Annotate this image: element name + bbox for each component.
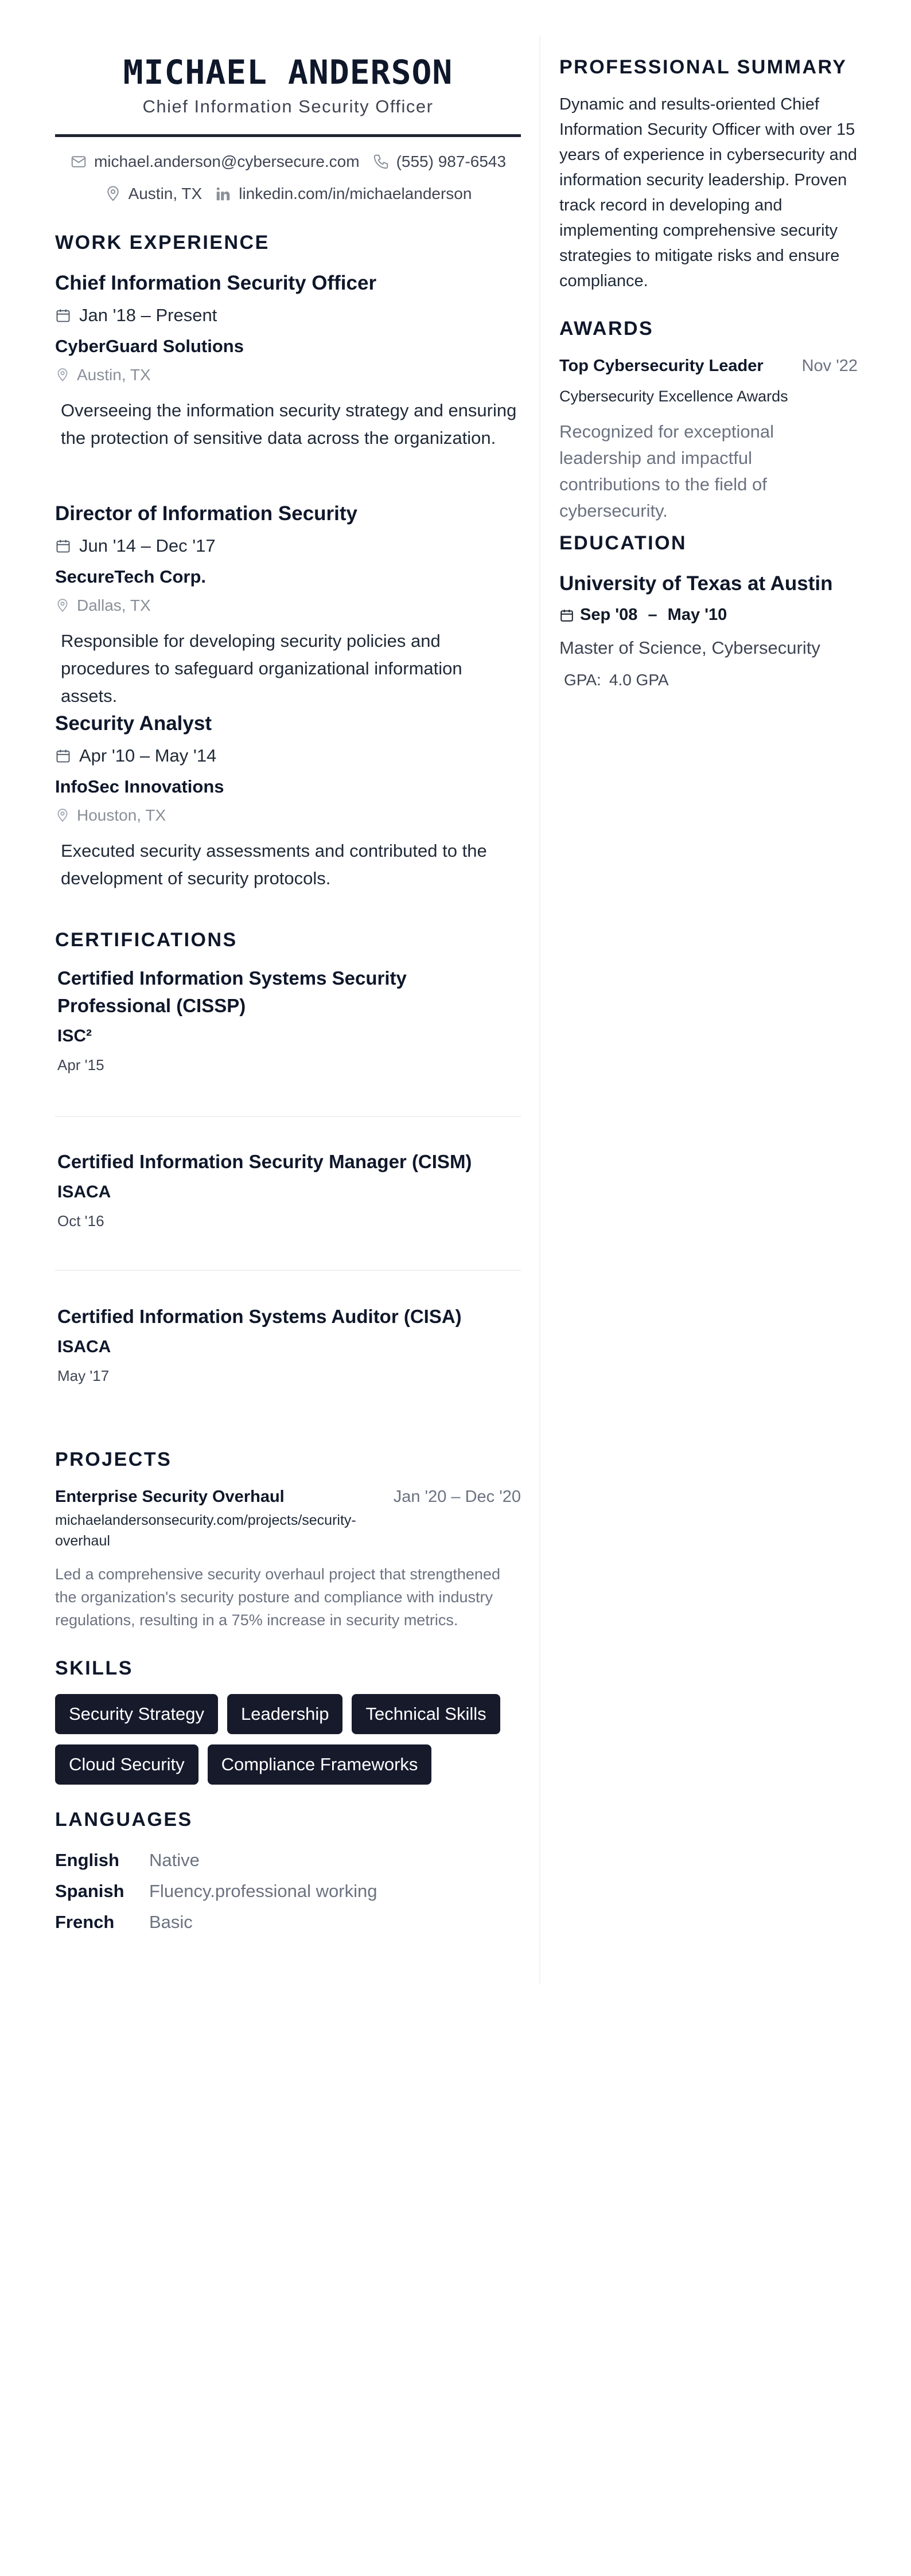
skill-tag: Compliance Frameworks	[208, 1744, 432, 1785]
phone-text: (555) 987-6543	[396, 153, 507, 170]
education-gpa	[564, 671, 669, 689]
award-name: Top Cybersecurity Leader	[559, 357, 764, 375]
certification-entry	[57, 1148, 521, 1230]
job-location	[55, 596, 521, 615]
job-dates-text: Jan '18 – Present	[79, 305, 217, 325]
language-row	[55, 1850, 521, 1871]
job-dates	[55, 305, 521, 326]
job-location-text: Austin, TX	[77, 366, 151, 384]
language-level: Basic	[149, 1912, 193, 1932]
job-dates	[55, 746, 521, 766]
project-link[interactable]: michaelandersonsecurity.com/projects/security-overhaul	[55, 1512, 356, 1549]
summary-text: Dynamic and results-oriented Chief Information Security Officer with over 15 years of experience in cybersecurity and information security leadership. Proven track record in developing and implementing comprehensive security strategies to mitigate risks and ensure compliance.	[559, 95, 858, 290]
job-description: Responsible for developing security policies and procedures to safeguard organizational information assets.	[61, 631, 462, 706]
email-contact[interactable]	[70, 153, 360, 171]
language-name: English	[55, 1850, 119, 1870]
map-pin-icon	[55, 598, 70, 613]
education-school: University of Texas at Austin	[559, 572, 833, 595]
language-name: Spanish	[55, 1881, 124, 1901]
contact-row-1	[55, 153, 521, 171]
job-dates-text: Jun '14 – Dec '17	[79, 536, 216, 556]
education-degree-line	[559, 638, 820, 658]
award-issuer: Cybersecurity Excellence Awards	[559, 388, 788, 405]
certification-date: May '17	[57, 1367, 110, 1384]
skills-list	[55, 1694, 521, 1785]
date-separator: –	[643, 606, 662, 624]
map-pin-icon	[104, 185, 122, 202]
education-dates	[559, 606, 727, 625]
job-description: Overseeing the information security strategy and ensuring the protection of sensitive data across the organization.	[61, 400, 517, 448]
award-description: Recognized for exceptional leadership and impactful contributions to the field of cybersecurity.	[559, 421, 774, 521]
language-level: Fluency.professional working	[149, 1881, 377, 1901]
education-field: Cybersecurity	[711, 638, 820, 658]
summary-heading: PROFESSIONAL SUMMARY	[559, 56, 847, 78]
education-end: May '10	[667, 606, 727, 624]
certification-entry	[57, 1303, 521, 1385]
job-company: SecureTech Corp.	[55, 567, 207, 587]
job-role: Security Analyst	[55, 712, 212, 735]
email-text: michael.anderson@cybersecure.com	[94, 153, 360, 170]
job-role: Chief Information Security Officer	[55, 272, 377, 294]
header-divider	[55, 134, 521, 137]
linkedin-contact[interactable]	[215, 185, 472, 203]
award-header	[559, 357, 858, 376]
calendar-icon	[55, 748, 71, 764]
location-contact	[104, 185, 203, 203]
job-location-text: Dallas, TX	[77, 596, 151, 614]
map-pin-icon	[55, 368, 70, 383]
language-name: French	[55, 1912, 115, 1932]
job-entry	[55, 272, 521, 452]
gpa-label: GPA:	[564, 671, 601, 689]
certification-name: Certified Information Systems Security Professional (CISSP)	[57, 967, 407, 1016]
award-date: Nov '22	[801, 357, 858, 375]
job-description: Executed security assessments and contributed to the development of security protocols.	[61, 841, 487, 888]
project-entry	[55, 1488, 521, 1632]
degree-separator: ,	[702, 638, 712, 658]
certification-divider	[55, 1270, 521, 1271]
job-dates-text: Apr '10 – May '14	[79, 746, 217, 766]
candidate-title: Chief Information Security Officer	[142, 96, 434, 116]
job-location	[55, 366, 521, 384]
job-company: CyberGuard Solutions	[55, 336, 244, 356]
job-location	[55, 806, 521, 825]
certification-name: Certified Information Systems Auditor (CISA)	[57, 1306, 462, 1327]
language-row	[55, 1881, 521, 1902]
project-name: Enterprise Security Overhaul	[55, 1488, 285, 1506]
projects-heading: PROJECTS	[55, 1449, 172, 1470]
certification-issuer: ISACA	[57, 1182, 111, 1201]
certification-issuer: ISC²	[57, 1027, 92, 1045]
job-entry	[55, 502, 521, 710]
location-text: Austin, TX	[128, 185, 203, 202]
certification-date: Apr '15	[57, 1056, 104, 1074]
certification-date: Oct '16	[57, 1212, 104, 1230]
work-experience-heading: WORK EXPERIENCE	[55, 232, 270, 253]
project-description: Led a comprehensive security overhaul project that strengthened the organization's security posture and compliance with industry regulations, resulting in a 75% increase in security metrics.	[55, 1566, 500, 1629]
skill-tag: Security Strategy	[55, 1694, 218, 1734]
education-heading: EDUCATION	[559, 532, 687, 554]
job-location-text: Houston, TX	[77, 806, 166, 824]
calendar-icon	[55, 307, 71, 323]
project-dates: Jan '20 – Dec '20	[393, 1488, 521, 1506]
job-dates	[55, 536, 521, 556]
skill-tag: Cloud Security	[55, 1744, 198, 1785]
mail-icon	[70, 153, 87, 170]
skills-heading: SKILLS	[55, 1657, 133, 1679]
candidate-name: MICHAEL ANDERSON	[123, 53, 453, 92]
project-header	[55, 1488, 521, 1506]
certification-entry	[57, 965, 521, 1074]
map-pin-icon	[55, 808, 70, 823]
certification-name: Certified Information Security Manager (CISM)	[57, 1151, 472, 1172]
language-row	[55, 1912, 521, 1933]
certification-issuer: ISACA	[57, 1337, 111, 1356]
skill-tag: Leadership	[227, 1694, 342, 1734]
certification-divider	[55, 1116, 521, 1117]
contact-row-2	[55, 185, 521, 203]
linkedin-text: linkedin.com/in/michaelanderson	[239, 185, 472, 202]
phone-icon	[372, 153, 390, 170]
gpa-value: 4.0 GPA	[609, 671, 669, 689]
languages-heading: LANGUAGES	[55, 1809, 193, 1830]
awards-heading: AWARDS	[559, 318, 654, 339]
job-entry	[55, 712, 521, 892]
education-start: Sep '08	[580, 606, 638, 624]
job-company: InfoSec Innovations	[55, 776, 224, 797]
language-level: Native	[149, 1850, 200, 1870]
job-role: Director of Information Security	[55, 502, 358, 525]
skill-tag: Technical Skills	[352, 1694, 500, 1734]
linkedin-icon	[215, 185, 232, 202]
certifications-heading: CERTIFICATIONS	[55, 929, 238, 951]
calendar-icon	[55, 538, 71, 554]
column-divider	[539, 36, 540, 1984]
phone-contact[interactable]	[372, 153, 506, 171]
calendar-icon	[559, 608, 574, 623]
education-degree: Master of Science	[559, 638, 702, 658]
